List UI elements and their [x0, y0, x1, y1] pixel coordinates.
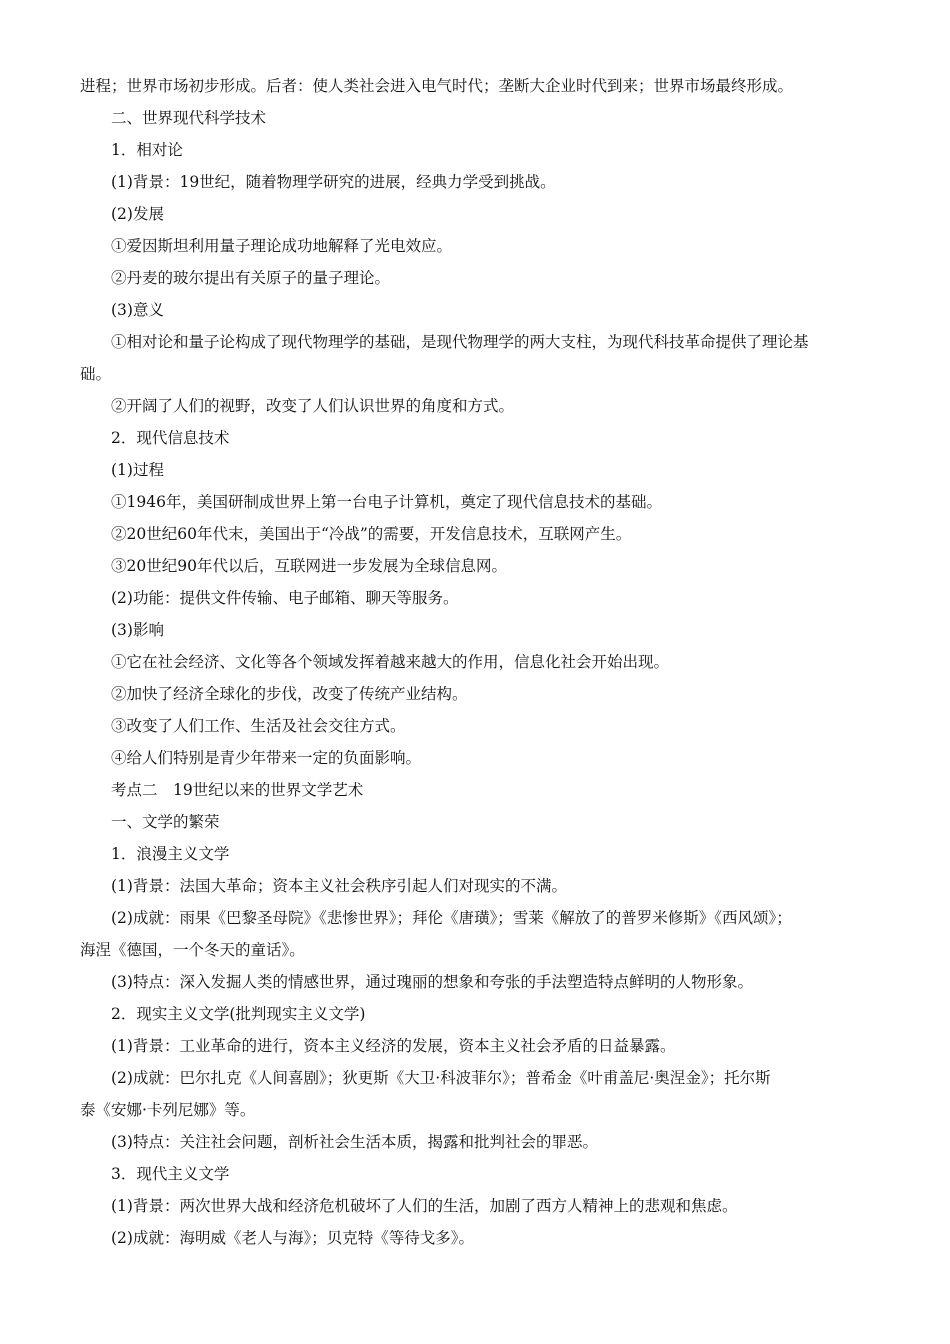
text-line: 进程；世界市场初步形成。后者：使人类社会进入电气时代；垄断大企业时代到来；世界市场最终形成。	[80, 77, 794, 95]
text-line: ③改变了人们工作、生活及社会交往方式。	[111, 717, 406, 735]
text-line: (2)成就：雨果《巴黎圣母院》《悲惨世界》；拜伦《唐璜》；雪莱《解放了的普罗米修斯》《西风颂》；	[111, 909, 792, 927]
text-line: 考点二 19世纪以来的世界文学艺术	[111, 781, 364, 799]
text-line: ②丹麦的玻尔提出有关原子的量子理论。	[111, 269, 391, 287]
text-line: ①它在社会经济、文化等各个领域发挥着越来越大的作用，信息化社会开始出现。	[111, 653, 670, 671]
text-line: 2．现代信息技术	[111, 429, 230, 447]
text-line: (1)背景：法国大革命；资本主义社会秩序引起人们对现实的不满。	[111, 877, 567, 895]
text-line: ①爱因斯坦利用量子理论成功地解释了光电效应。	[111, 237, 453, 255]
text-line: (1)背景：工业革命的进行，资本主义经济的发展，资本主义社会矛盾的日益暴露。	[111, 1037, 676, 1055]
text-line: (2)发展	[111, 205, 164, 223]
text-line: (2)成就：海明威《老人与海》；贝克特《等待戈多》。	[111, 1229, 474, 1247]
text-line: ③20世纪90年代以后，互联网进一步发展为全球信息网。	[111, 557, 507, 575]
text-line: 1．相对论	[111, 141, 183, 159]
text-line: ②20世纪60年代末，美国出于“冷战”的需要，开发信息技术，互联网产生。	[111, 525, 632, 543]
text-line: ①相对论和量子论构成了现代物理学的基础，是现代物理学的两大支柱，为现代科技革命提供了理论基	[111, 333, 809, 351]
text-line: 二、世界现代科学技术	[111, 109, 267, 127]
text-line: 础。	[80, 365, 112, 383]
text-line: 泰《安娜·卡列尼娜》等。	[80, 1101, 256, 1119]
text-line: (3)影响	[111, 621, 164, 639]
text-line: (3)特点：深入发掘人类的情感世界，通过瑰丽的想象和夸张的手法塑造特点鲜明的人物形象。	[111, 973, 753, 991]
text-line: ④给人们特别是青少年带来一定的负面影响。	[111, 749, 422, 767]
text-line: 海涅《德国，一个冬天的童话》。	[80, 941, 305, 959]
text-line: (3)特点：关注社会问题，剖析社会生活本质，揭露和批判社会的罪恶。	[111, 1133, 598, 1151]
text-line: 一、文学的繁荣	[111, 813, 220, 831]
text-line: (1)过程	[111, 461, 164, 479]
text-line: (1)背景：两次世界大战和经济危机破坏了人们的生活，加剧了西方人精神上的悲观和焦虑。	[111, 1197, 738, 1215]
document-body	[80, 70, 886, 1254]
text-line: ②加快了经济全球化的步伐，改变了传统产业结构。	[111, 685, 468, 703]
text-line: 3．现代主义文学	[111, 1165, 230, 1183]
text-line: (1)背景：19世纪，随着物理学研究的进展，经典力学受到挑战。	[111, 173, 556, 191]
text-line: (3)意义	[111, 301, 164, 319]
text-line: 2．现实主义文学(批判现实主义文学)	[111, 1005, 366, 1023]
text-line: (2)功能：提供文件传输、电子邮箱、聊天等服务。	[111, 589, 459, 607]
text-line: ②开阔了人们的视野，改变了人们认识世界的角度和方式。	[111, 397, 515, 415]
text-line: 1．浪漫主义文学	[111, 845, 230, 863]
text-line: (2)成就：巴尔扎克《人间喜剧》；狄更斯《大卫·科波菲尔》；普希金《叶甫盖尼·奥涅金》；托尔斯	[111, 1069, 771, 1087]
text-line: ①1946年，美国研制成世界上第一台电子计算机，奠定了现代信息技术的基础。	[111, 493, 662, 511]
